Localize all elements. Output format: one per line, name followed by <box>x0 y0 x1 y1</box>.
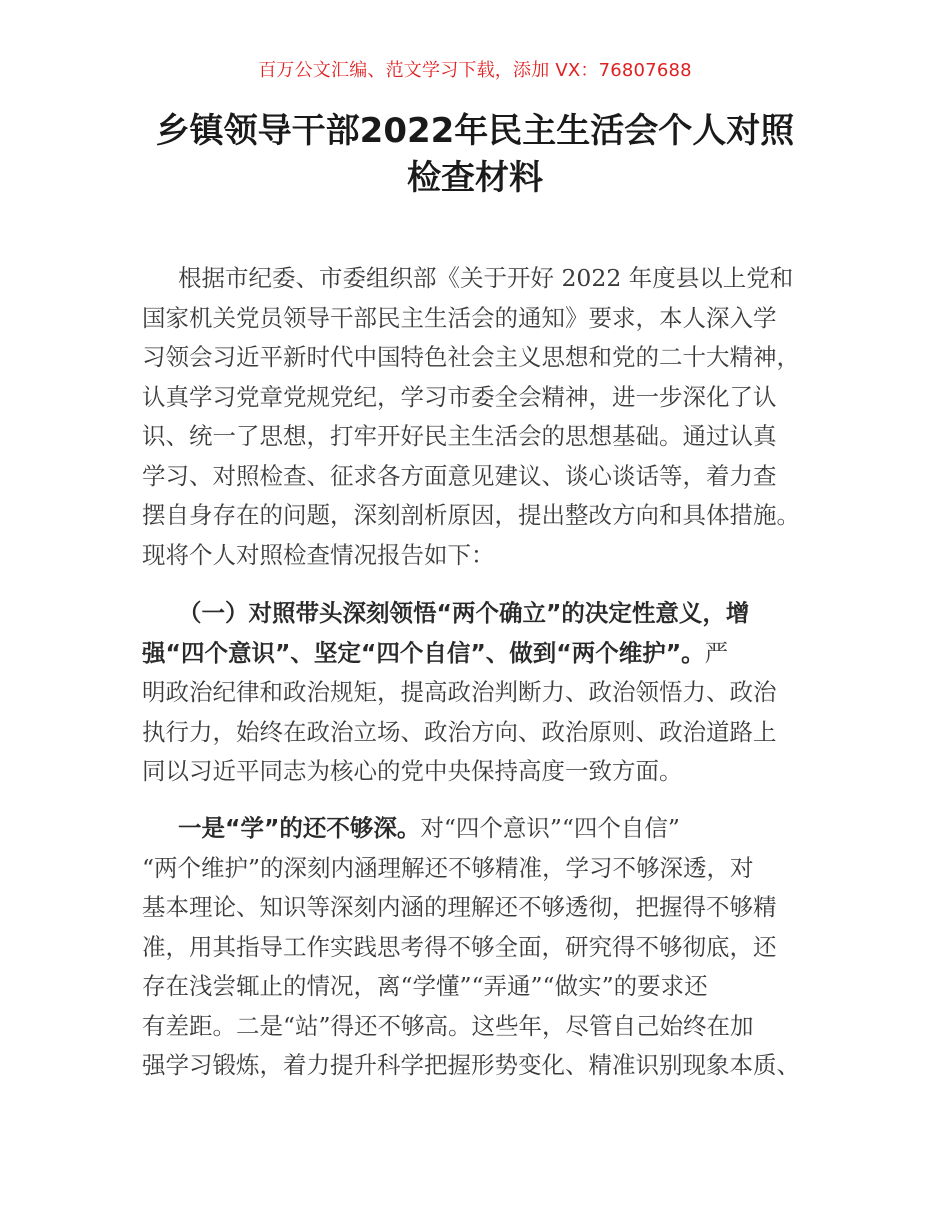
text-line: 执行力，始终在政治立场、政治方向、政治原则、政治道路上 <box>142 717 777 746</box>
title-line-2: 检查材料 <box>407 158 543 198</box>
text-line: 识、统一了思想，打牢开好民主生活会的思想基础。通过认真 <box>142 422 777 450</box>
text-line: 现将个人对照检查情况报告如下： <box>142 540 495 569</box>
text-line: 同以习近平同志为核心的党中央保持高度一致方面。 <box>142 757 683 785</box>
text-line: 准，用其指导工作实践思考得不够全面，研究得不够彻底，还 <box>142 932 777 961</box>
paragraph-section-one <box>142 594 822 792</box>
text-line: 根据市纪委、市委组织部《关于开好 2022 年度县以上党和 <box>178 264 794 292</box>
text-line: 基本理论、知识等深刻内涵的理解还不够透彻，把握得不够精 <box>142 893 777 921</box>
paragraph-intro <box>142 259 822 575</box>
text-line: 明政治纪律和政治规矩，提高政治判断力、政治领悟力、政治 <box>142 678 777 706</box>
text-line: 习领会习近平新时代中国特色社会主义思想和党的二十大精神， <box>142 343 800 371</box>
paragraph-point-one <box>142 809 822 1086</box>
text-line: “两个维护”的深刻内涵理解还不够精准，学习不够深透，对 <box>142 853 754 882</box>
text-line: 有差距。二是“站”得还不够高。这些年，尽管自己始终在加 <box>142 1011 754 1040</box>
title-line-1: 乡镇领导干部2022年民主生活会个人对照 <box>155 111 795 151</box>
text-fragment: 严 <box>704 638 729 667</box>
text-line: 认真学习党章党规党纪，学习市委全会精神，进一步深化了认 <box>142 382 777 411</box>
point-heading: 一是“学”的还不够深。 <box>178 814 421 842</box>
section-heading-line-2: 强“四个意识”、坚定“四个自信”、做到“两个维护”。 <box>142 638 705 667</box>
text-line: 国家机关党员领导干部民主生活会的通知》要求，本人深入学 <box>142 303 777 332</box>
text-fragment: 对“四个意识”“四个自信” <box>420 814 680 842</box>
text-line: 学习、对照检查、征求各方面意见建议、谈心谈话等，着力查 <box>142 461 777 490</box>
section-heading-line-1: （一）对照带头深刻领悟“两个确立”的决定性意义，增 <box>178 599 750 627</box>
text-line: 摆自身存在的问题，深刻剖析原因，提出整改方向和具体措施。 <box>142 501 800 529</box>
document-title <box>100 108 850 202</box>
text-line: 强学习锻炼，着力提升科学把握形势变化、精准识别现象本质、 <box>142 1051 800 1079</box>
watermark-banner: 百万公文汇编、范文学习下载，添加 VX：76807688 <box>258 60 692 81</box>
text-line: 存在浅尝辄止的情况，离“学懂”“弄通”“做实”的要求还 <box>142 972 708 1000</box>
